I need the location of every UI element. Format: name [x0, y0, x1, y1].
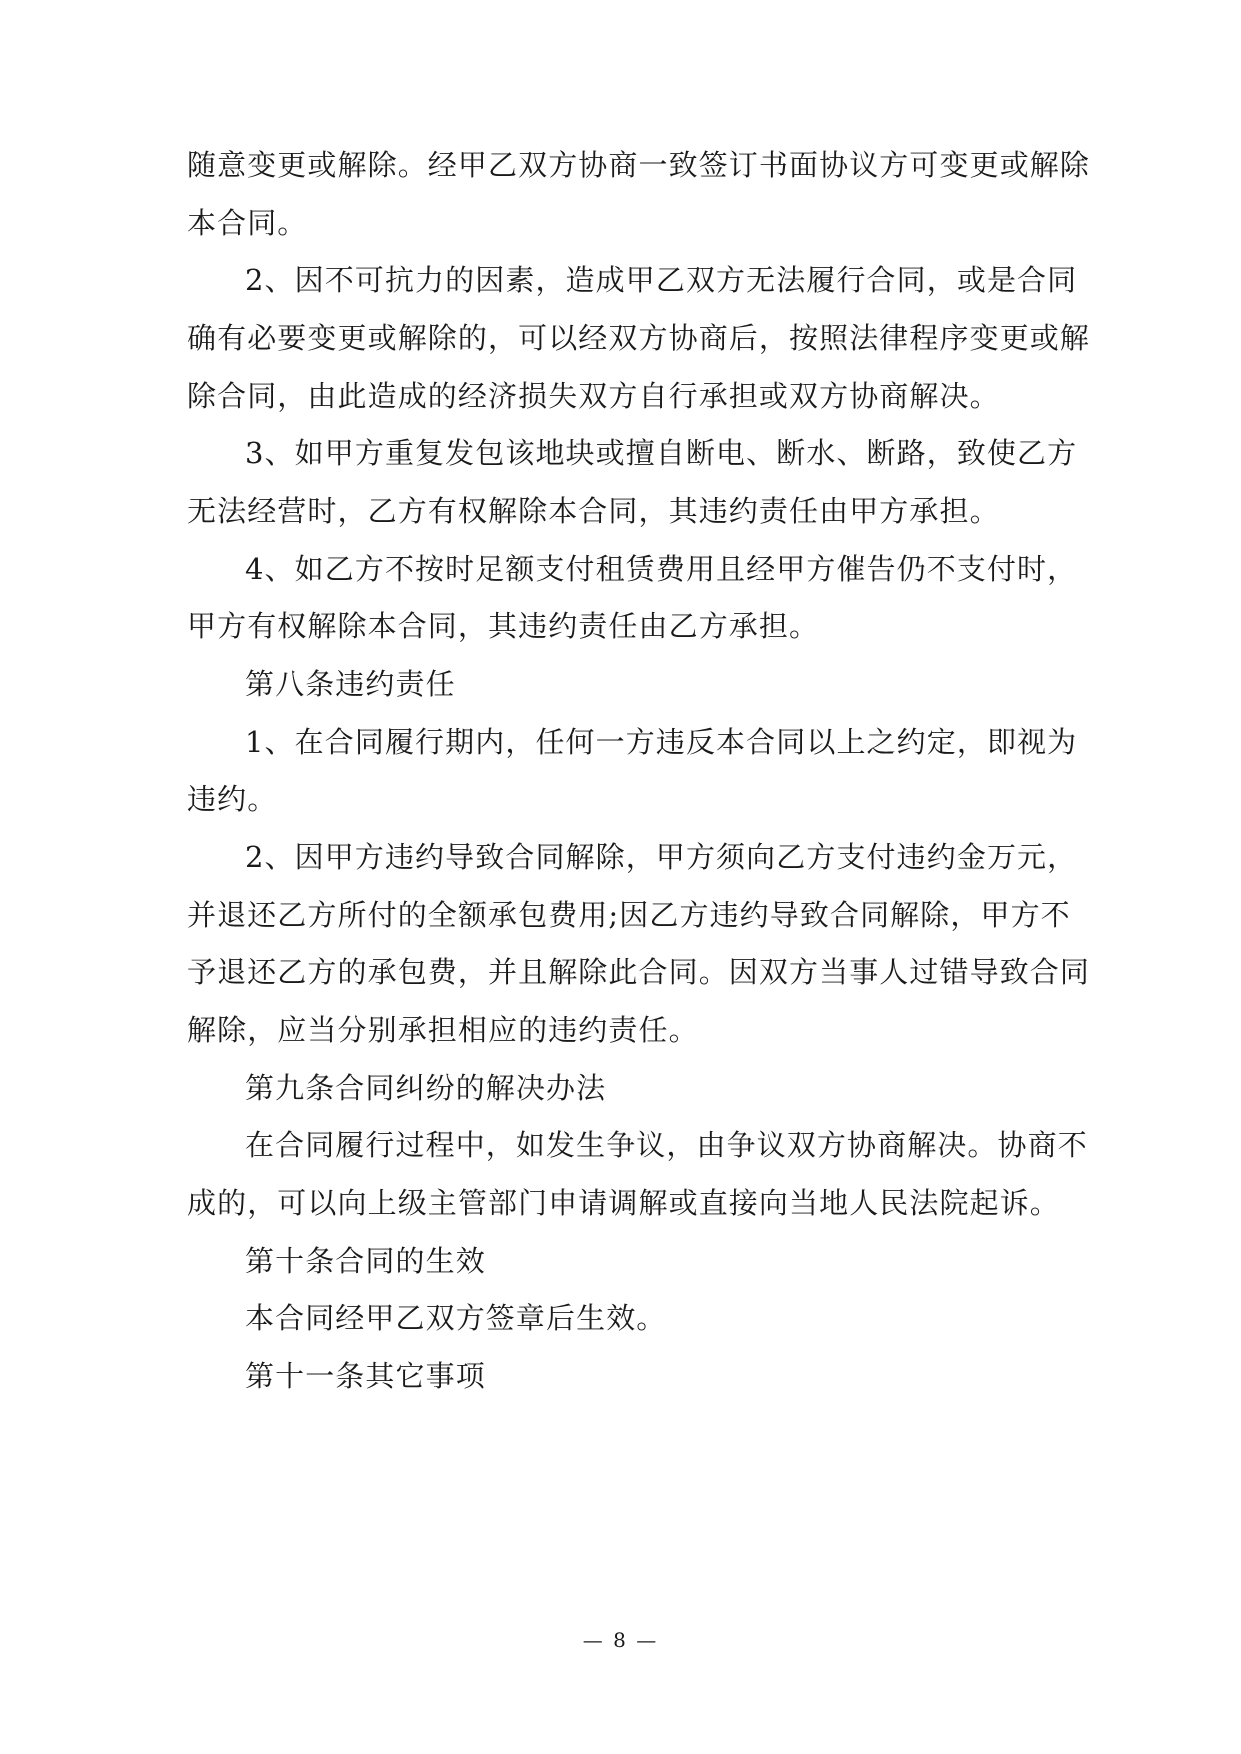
text-line: 4、如乙方不按时足额支付租赁费用且经甲方催告仍不支付时，	[245, 552, 1078, 586]
page-number: — 8 —	[582, 1628, 659, 1652]
text-line: 2、因不可抗力的因素，造成甲乙双方无法履行合同，或是合同	[245, 263, 1078, 297]
text-line: 解除，应当分别承担相应的违约责任。	[187, 1013, 699, 1047]
text-line: 确有必要变更或解除的，可以经双方协商后，按照法律程序变更或解	[187, 321, 1091, 355]
text-line: 成的，可以向上级主管部门申请调解或直接向当地人民法院起诉。	[187, 1186, 1060, 1220]
text-line: 无法经营时，乙方有权解除本合同，其违约责任由甲方承担。	[187, 494, 1000, 528]
text-line: 随意变更或解除。经甲乙双方协商一致签订书面协议方可变更或解除	[187, 148, 1091, 182]
text-line: 本合同经甲乙双方签章后生效。	[245, 1301, 667, 1335]
section-heading: 第八条违约责任	[245, 667, 456, 701]
text-line: 并退还乙方所付的全额承包费用;因乙方违约导致合同解除，甲方不	[187, 898, 1071, 932]
text-line: 1、在合同履行期内，任何一方违反本合同以上之约定，即视为	[245, 725, 1078, 759]
text-line: 予退还乙方的承包费，并且解除此合同。因双方当事人过错导致合同	[187, 955, 1091, 989]
text-line: 本合同。	[187, 206, 308, 240]
text-line: 2、因甲方违约导致合同解除，甲方须向乙方支付违约金万元，	[245, 840, 1078, 874]
text-line: 在合同履行过程中，如发生争议，由争议双方协商解决。协商不	[245, 1128, 1088, 1162]
text-line: 违约。	[187, 782, 278, 816]
text-line: 甲方有权解除本合同，其违约责任由乙方承担。	[187, 609, 820, 643]
section-heading: 第十条合同的生效	[245, 1244, 486, 1278]
text-line: 除合同，由此造成的经济损失双方自行承担或双方协商解决。	[187, 379, 1000, 413]
section-heading: 第十一条其它事项	[245, 1359, 486, 1393]
text-line: 3、如甲方重复发包该地块或擅自断电、断水、断路，致使乙方	[245, 436, 1078, 470]
section-heading: 第九条合同纠纷的解决办法	[245, 1071, 607, 1105]
